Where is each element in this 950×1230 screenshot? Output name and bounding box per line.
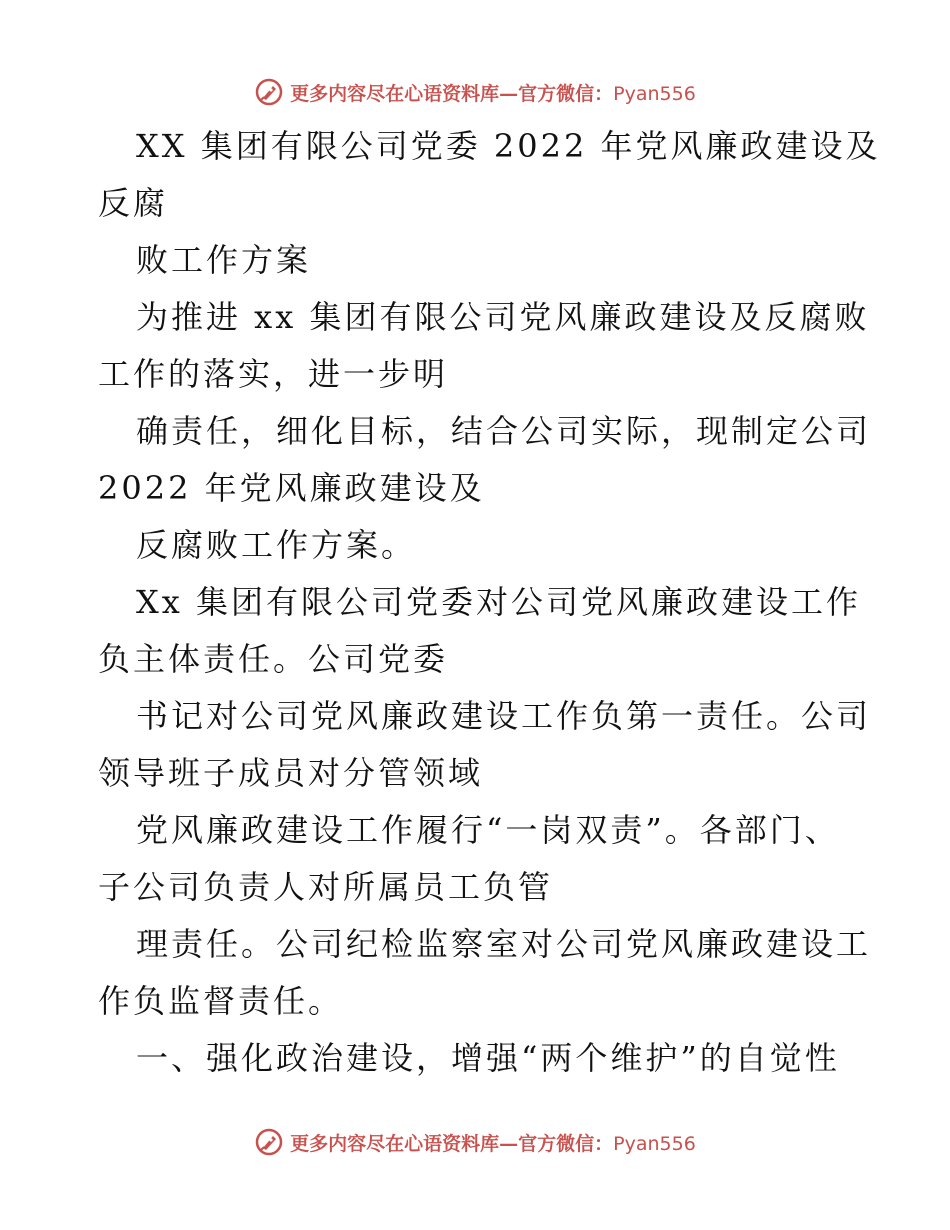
text-line: 领导班子成员对分管领域 — [98, 754, 484, 792]
text-line: 子公司负责人对所属员工负管 — [98, 868, 554, 906]
pen-nib-icon — [254, 77, 284, 107]
text-line: XX 集团有限公司党委 2022 年党风廉政建设及 — [136, 127, 881, 165]
text-line: Xx 集团有限公司党委对公司党风廉政建设工作 — [136, 583, 862, 621]
text-line: 一、强化政治建设，增强“两个维护”的自觉性 — [136, 1039, 840, 1077]
footer-watermark — [0, 1122, 950, 1162]
text-line: 负主体责任。公司党委 — [98, 640, 449, 678]
text-line: 工作的落实，进一步明 — [98, 355, 449, 393]
text-line: 反腐 — [98, 184, 169, 222]
header-watermark — [0, 72, 950, 112]
pen-nib-icon — [254, 1127, 284, 1157]
watermark-text: 更多内容尽在心语资料库—官方微信：Pyan556 — [290, 82, 696, 105]
text-line: 2022 年党风廉政建设及 — [98, 469, 485, 507]
text-line: 作负监督责任。 — [98, 982, 344, 1020]
watermark-text: 更多内容尽在心语资料库—官方微信：Pyan556 — [290, 1132, 696, 1155]
text-line: 确责任，细化目标，结合公司实际，现制定公司 — [136, 412, 872, 450]
text-line: 败工作方案 — [136, 241, 312, 279]
text-line: 为推进 xx 集团有限公司党风廉政建设及反腐败 — [136, 298, 870, 336]
text-line: 理责任。公司纪检监察室对公司党风廉政建设工 — [136, 925, 872, 963]
document-body — [98, 118, 881, 1087]
text-line: 反腐败工作方案。 — [136, 526, 417, 564]
text-line: 党风廉政建设工作履行“一岗双责”。各部门、 — [136, 811, 840, 849]
text-line: 书记对公司党风廉政建设工作负第一责任。公司 — [136, 697, 872, 735]
